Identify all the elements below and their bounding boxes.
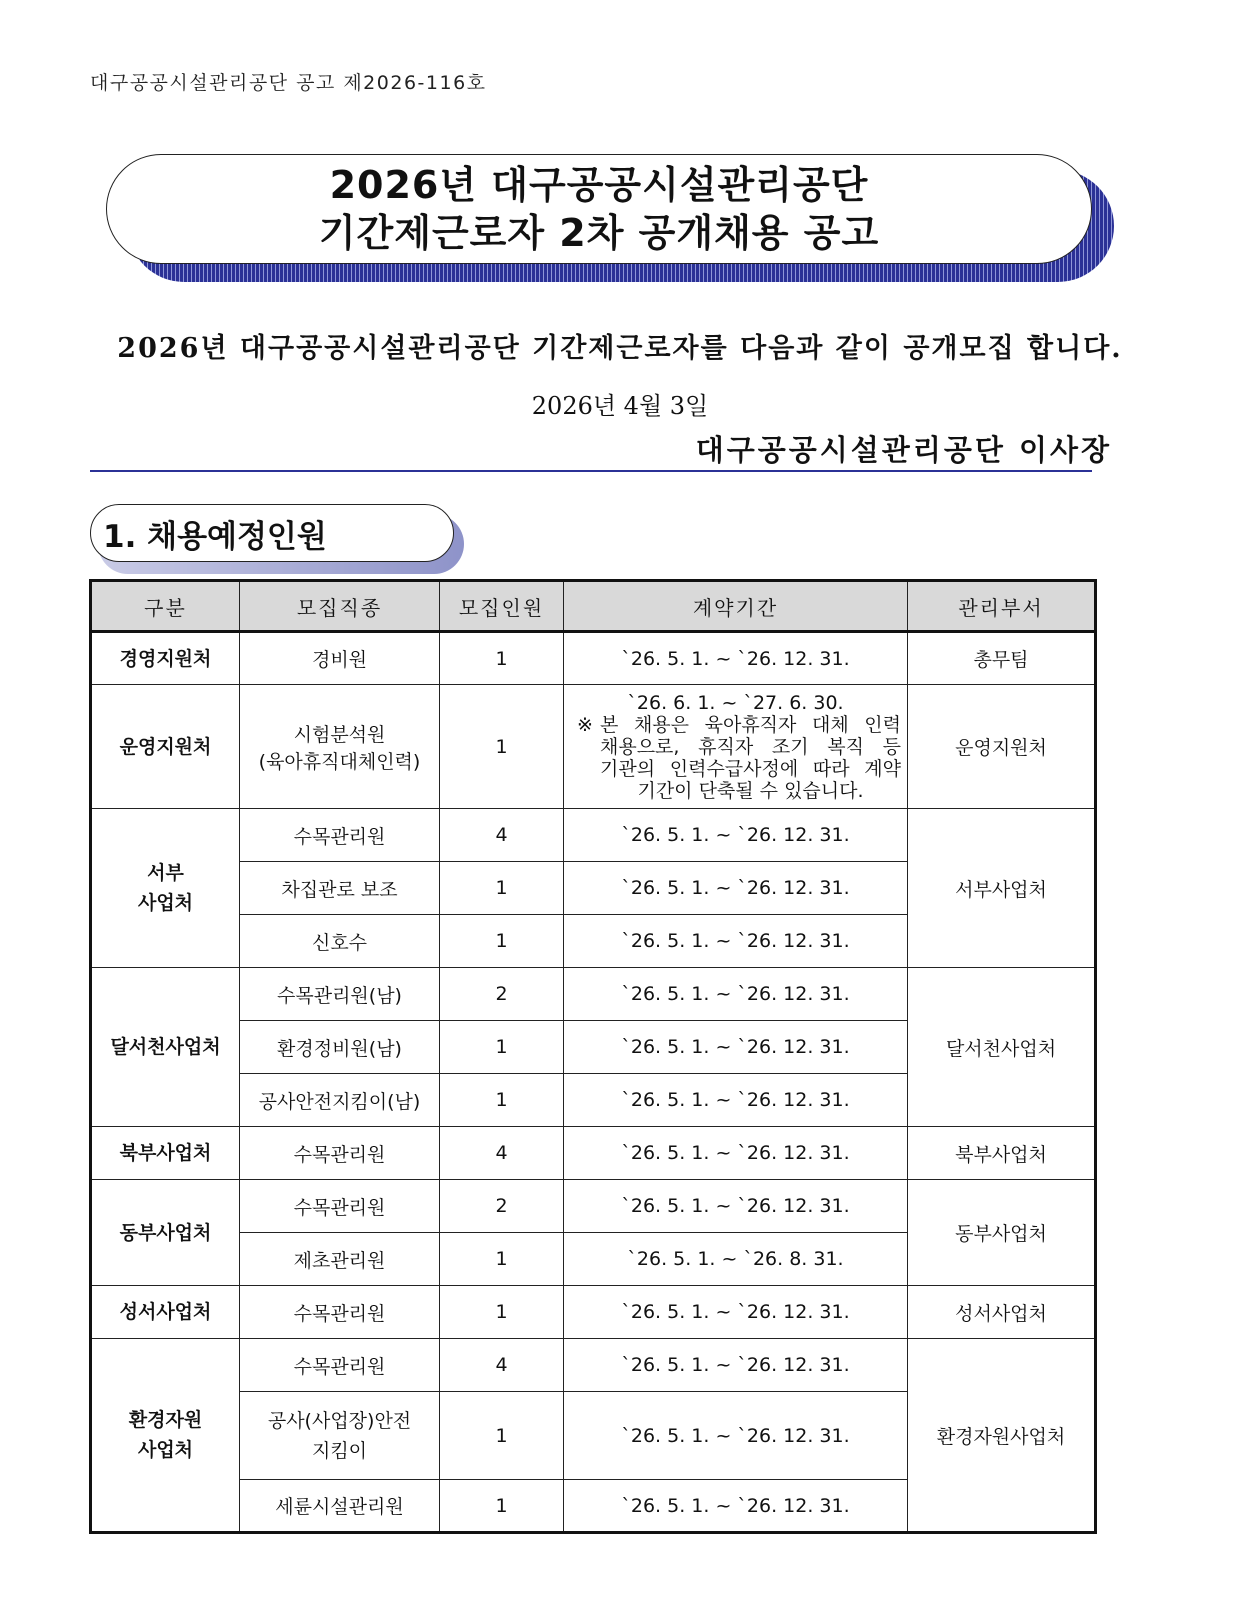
- job-cell: 수목관리원: [240, 1339, 440, 1392]
- note-line: 기간이 단축될 수 있습니다.: [637, 779, 864, 802]
- period-cell: `26. 5. 1. ~ `26. 12. 31.: [564, 632, 908, 685]
- department-cell: 북부사업처: [908, 1127, 1096, 1180]
- count-cell: 4: [440, 809, 564, 862]
- period-cell: `26. 5. 1. ~ `26. 12. 31.: [564, 1074, 908, 1127]
- job-cell: 제초관리원: [240, 1233, 440, 1286]
- section-heading: [90, 504, 454, 562]
- signer: 대구공공시설관리공단 이사장: [695, 433, 1112, 467]
- announcement-date: 2026년 4월 3일: [531, 392, 709, 420]
- title-banner: [106, 154, 1092, 264]
- division-cell: [91, 809, 240, 968]
- recruitment-table: [89, 579, 1097, 1534]
- table-row: [91, 685, 1096, 809]
- job-cell: 수목관리원: [240, 1127, 440, 1180]
- period-cell: `26. 5. 1. ~ `26. 12. 31.: [564, 1180, 908, 1233]
- division-cell: 성서사업처: [91, 1286, 240, 1339]
- job-cell: 신호수: [240, 915, 440, 968]
- table-row: [91, 809, 1096, 862]
- period-cell: `26. 5. 1. ~ `26. 12. 31.: [564, 809, 908, 862]
- job-cell: 수목관리원: [240, 1286, 440, 1339]
- job-cell: 환경정비원(남): [240, 1021, 440, 1074]
- notice-number: 대구공공시설관리공단 공고 제2026-116호: [90, 72, 487, 94]
- count-cell: 1: [440, 915, 564, 968]
- period-cell: `26. 5. 1. ~ `26. 12. 31.: [564, 1392, 908, 1480]
- title-line-1: 2026년 대구공공시설관리공단: [329, 163, 869, 207]
- title-line-2: 기간제근로자 2차 공개채용 공고: [318, 211, 880, 255]
- period-cell: `26. 5. 1. ~ `26. 12. 31.: [564, 1127, 908, 1180]
- job-cell: 차집관로 보조: [240, 862, 440, 915]
- header-job: 모집직종: [240, 581, 440, 632]
- job-cell: 경비원: [240, 632, 440, 685]
- section-heading-text: 1. 채용예정인원: [103, 518, 327, 555]
- table-row: [91, 1127, 1096, 1180]
- division-cell: 달서천사업처: [91, 968, 240, 1127]
- note-mark: ※: [577, 713, 593, 736]
- job-name: 시험분석원: [293, 723, 386, 746]
- count-cell: 1: [440, 1286, 564, 1339]
- table-row: [91, 1339, 1096, 1392]
- count-cell: 2: [440, 968, 564, 1021]
- job-subname: 지킴이: [311, 1439, 368, 1462]
- job-cell: 수목관리원: [240, 809, 440, 862]
- division-cell: 동부사업처: [91, 1180, 240, 1286]
- job-cell: 수목관리원: [240, 1180, 440, 1233]
- header-department: 관리부서: [908, 581, 1096, 632]
- note-lines: [600, 714, 901, 802]
- note-line: 채용으로, 휴직자 조기 복직 등: [600, 735, 901, 758]
- division-cell: 북부사업처: [91, 1127, 240, 1180]
- period-cell: [564, 685, 908, 809]
- table-row: [91, 1286, 1096, 1339]
- job-cell: 수목관리원(남): [240, 968, 440, 1021]
- count-cell: 1: [440, 685, 564, 809]
- division-cell: [91, 1339, 240, 1533]
- job-cell: [240, 685, 440, 809]
- period-cell: `26. 5. 1. ~ `26. 12. 31.: [564, 915, 908, 968]
- count-cell: 1: [440, 1392, 564, 1480]
- table-row: [91, 632, 1096, 685]
- job-cell: [240, 1392, 440, 1480]
- header-period: 계약기간: [564, 581, 908, 632]
- period-cell: `26. 5. 1. ~ `26. 12. 31.: [564, 1480, 908, 1533]
- table-row: [91, 968, 1096, 1021]
- table-row: [91, 1180, 1096, 1233]
- department-cell: 환경자원사업처: [908, 1339, 1096, 1533]
- count-cell: 1: [440, 1480, 564, 1533]
- division-line: 환경자원: [128, 1409, 203, 1431]
- intro-text: 2026년 대구공공시설관리공단 기간제근로자를 다음과 같이 공개모집 합니다.: [117, 333, 1123, 364]
- job-cell: 공사안전지킴이(남): [240, 1074, 440, 1127]
- count-cell: 1: [440, 632, 564, 685]
- department-cell: 운영지원처: [908, 685, 1096, 809]
- note-line: 기관의 인력수급사정에 따라 계약: [600, 757, 901, 780]
- period-cell: `26. 5. 1. ~ `26. 12. 31.: [564, 1286, 908, 1339]
- count-cell: 1: [440, 1021, 564, 1074]
- division-line: 사업처: [137, 892, 194, 914]
- period-cell: `26. 5. 1. ~ `26. 12. 31.: [564, 862, 908, 915]
- job-cell: 세륜시설관리원: [240, 1480, 440, 1533]
- period-text: `26. 6. 1. ~ `27. 6. 30.: [627, 691, 844, 714]
- department-cell: 총무팀: [908, 632, 1096, 685]
- count-cell: 2: [440, 1180, 564, 1233]
- job-subname: (육아휴직대체인력): [258, 750, 421, 773]
- department-cell: 성서사업처: [908, 1286, 1096, 1339]
- count-cell: 4: [440, 1339, 564, 1392]
- division-line: 사업처: [137, 1439, 194, 1461]
- count-cell: 1: [440, 1074, 564, 1127]
- division-cell: 운영지원처: [91, 685, 240, 809]
- period-cell: `26. 5. 1. ~ `26. 12. 31.: [564, 1339, 908, 1392]
- job-name: 공사(사업장)안전: [267, 1409, 412, 1432]
- header-count: 모집인원: [440, 581, 564, 632]
- period-cell: `26. 5. 1. ~ `26. 12. 31.: [564, 968, 908, 1021]
- count-cell: 4: [440, 1127, 564, 1180]
- table-header-row: [91, 581, 1096, 632]
- department-cell: 달서천사업처: [908, 968, 1096, 1127]
- count-cell: 1: [440, 1233, 564, 1286]
- period-note: [570, 714, 901, 802]
- note-line: 본 채용은 육아휴직자 대체 인력: [600, 713, 901, 736]
- department-cell: 동부사업처: [908, 1180, 1096, 1286]
- period-cell: `26. 5. 1. ~ `26. 8. 31.: [564, 1233, 908, 1286]
- division-line: 서부: [147, 862, 184, 884]
- header-division: 구분: [91, 581, 240, 632]
- count-cell: 1: [440, 862, 564, 915]
- department-cell: 서부사업처: [908, 809, 1096, 968]
- divider: [90, 470, 1092, 472]
- division-cell: 경영지원처: [91, 632, 240, 685]
- period-cell: `26. 5. 1. ~ `26. 12. 31.: [564, 1021, 908, 1074]
